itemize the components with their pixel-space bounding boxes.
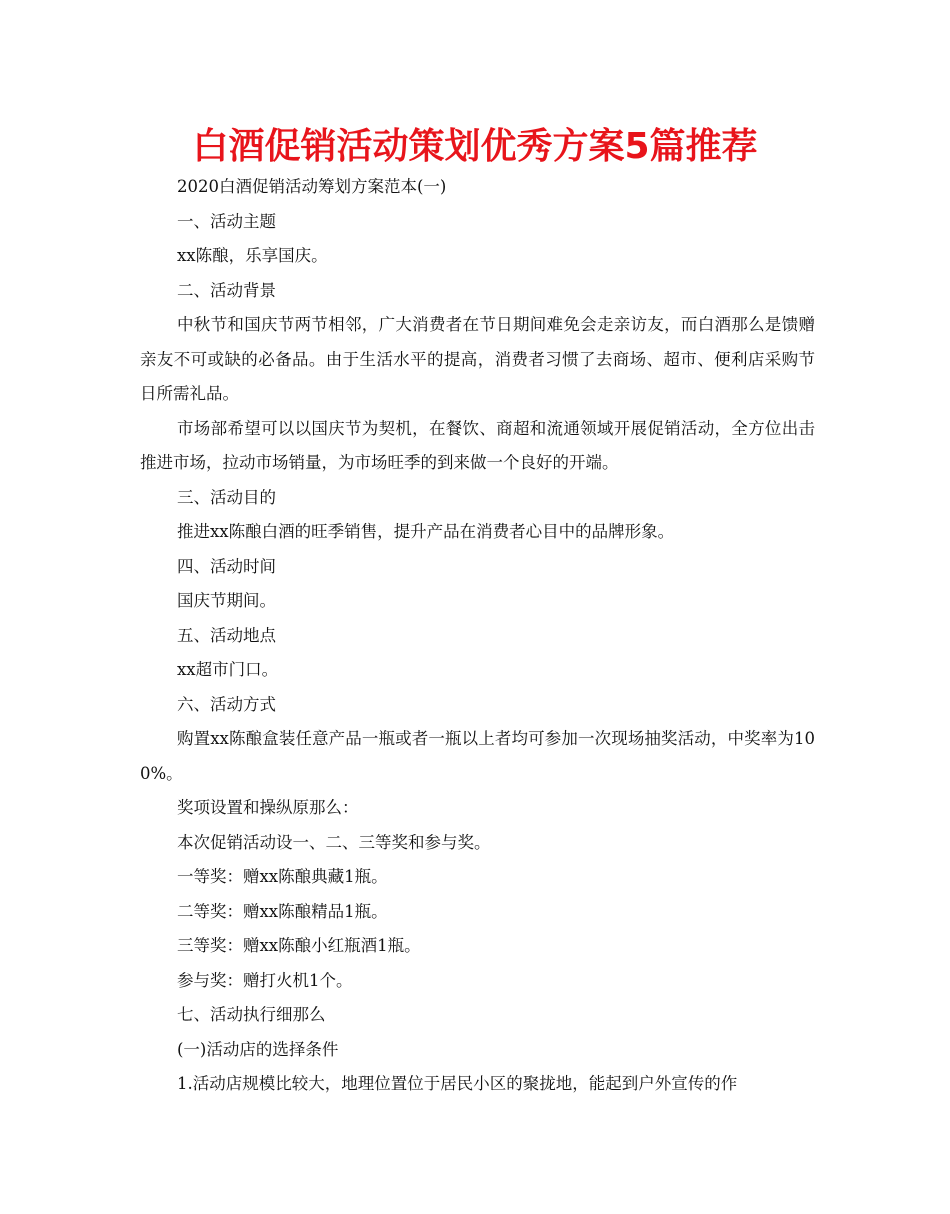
paragraph: 奖项设置和操纵原那么： [177,798,359,817]
paragraph: 国庆节期间。 [177,591,276,610]
paragraph: 本次促销活动设一、二、三等奖和参与奖。 [177,832,491,852]
prize-item: 一等奖：赠xx陈酿典藏1瓶。 [177,867,388,886]
section-heading: 六、活动方式 [177,694,276,714]
section-heading: 三、活动目的 [177,487,276,507]
prize-item: 二等奖：赠xx陈酿精品1瓶。 [177,901,388,921]
paragraph: 市场部希望可以以国庆节为契机，在餐饮、商超和流通领域开展促销活动，全方位出击推进市场，拉动市场销量，为市场旺季的到来做一个良好的开端。 [140,418,815,472]
section-heading: 二、活动背景 [177,280,276,300]
section-heading: 四、活动时间 [177,556,276,576]
section-heading: 七、活动执行细那么 [177,1005,326,1024]
prize-item: 三等奖：赠xx陈酿小红瓶酒1瓶。 [177,936,421,955]
prize-item: 参与奖：赠打火机1个。 [177,970,353,990]
paragraph: xx陈酿，乐享国庆。 [177,246,328,265]
paragraph: 购置xx陈酿盒装任意产品一瓶或者一瓶以上者均可参加一次现场抽奖活动，中奖率为100%。 [140,729,815,783]
paragraph: xx超市门口。 [177,660,279,679]
paragraph: 中秋节和国庆节两节相邻，广大消费者在节日期间难免会走亲访友，而白酒那么是馈赠亲友不可或缺的必备品。由于生活水平的提高，消费者习惯了去商场、超市、便利店采购节日所需礼品。 [140,315,815,403]
section-heading: 一、活动主题 [177,211,276,231]
document-body [140,170,815,1102]
paragraph: 1.活动店规模比较大，地理位置位于居民小区的聚拢地，能起到户外宣传的作 [177,1074,738,1093]
paragraph: 推进xx陈酿白酒的旺季销售，提升产品在消费者心目中的品牌形象。 [177,522,675,541]
document-title: 白酒促销活动策划优秀方案5篇推荐 [192,126,758,167]
section-heading: 五、活动地点 [177,625,276,645]
paragraph: 2020白酒促销活动筹划方案范本(一) [177,177,447,196]
subsection-heading: (一)活动店的选择条件 [177,1039,339,1059]
